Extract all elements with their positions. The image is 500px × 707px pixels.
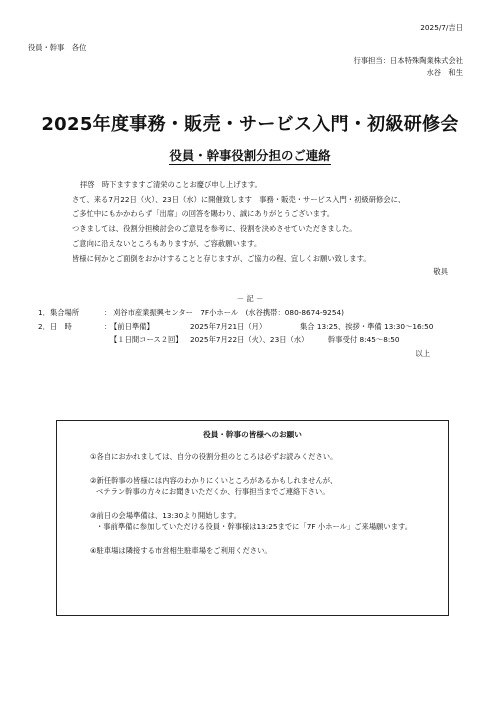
body-line: ご多忙中にもかかわらず「出席」の回答を賜わり、誠にありがとうございます。 (72, 209, 335, 219)
notice-line: ①各自におかれましては、自分の役割分担のところは必ずお読みください。 (90, 452, 338, 461)
venue-value: 刈谷市産業振興センター 7F小ホール (水谷携帯：080-8674-9254) (113, 308, 344, 317)
closing-word: 敬具 (433, 267, 448, 276)
organizer: 行事担当：日本特殊陶業株式会社 (353, 56, 463, 65)
notice-line: ・事前準備に参加していただける役員・幹事様は13:25までに「7F 小ホール」ご来場願います。 (96, 522, 413, 531)
organizer-person: 水谷 和生 (426, 68, 463, 77)
notice-item (90, 451, 412, 463)
course-label: 【１日間コース２回】 (110, 335, 183, 344)
course-date: 2025年7月22日（火）、23日（水） (190, 335, 309, 344)
notice-line: ④駐車場は隣接する市営相生駐車場をご利用ください。 (90, 545, 272, 555)
notice-item (90, 475, 412, 498)
document-date: 2025/7/吉日 (420, 23, 463, 32)
body-line: 拝啓 時下ますますご清栄のことお慶び申し上げます。 (80, 180, 262, 189)
notice-line: ③前日の会場準備は、13:30より開始します。 (90, 510, 242, 520)
body-line: 皆様に何かとご面倒をおかけすることと存じますが、ご協力の程、宜しくお願い致します。 (72, 253, 371, 263)
venue-colon: ： (104, 308, 112, 317)
notice-line: ②新任幹事の皆様には内容のわかりにくいところがあるかもしれませんが、 (90, 475, 338, 485)
schedule-colon: ： (104, 321, 112, 331)
ijo-word: 以上 (415, 349, 430, 358)
body-line: さて、来る7月22日（火）、23日（水）に開催致します 事務・販売・サービス入門・初級研修会に、 (72, 194, 406, 204)
schedule-label: 2．日 時 (38, 321, 72, 331)
subtitle-text: 役員・幹事役割分担のご連絡 (169, 148, 331, 163)
body-line: つきましては、役割分担検討会のご意見を参考に、役割を決めさせていただきました。 (72, 224, 357, 234)
body-line: ご意向に沿えないところもありますが、ご容赦願います。 (72, 238, 262, 248)
day-before-date: 2025年7月21日（月） (190, 321, 267, 331)
day-before-label: 【前日準備】 (110, 321, 154, 331)
notice-item (90, 510, 412, 533)
document-subtitle (0, 146, 500, 164)
addressee: 役員・幹事 各位 (28, 43, 87, 52)
day-before-time: 集合 13:25、挨拶・準備 13:30～16:50 (300, 321, 434, 331)
notice-title: 役員・幹事の皆様へのお願い (203, 430, 302, 439)
letter-body (72, 178, 405, 266)
notice-item (90, 545, 412, 557)
notice-list (90, 451, 412, 568)
venue-label: 1．集合場所 (38, 308, 80, 317)
ki-separator: － 記 － (236, 294, 264, 303)
course-time: 幹事受付 8:45～8:50 (328, 335, 400, 344)
notice-box (56, 420, 449, 616)
notice-line: ベテラン幹事の方々にお聞きいただくか、行事担当までご連絡下さい。 (96, 487, 330, 496)
document-title: 2025年度事務・販売・サービス入門・初級研修会 (41, 114, 459, 135)
